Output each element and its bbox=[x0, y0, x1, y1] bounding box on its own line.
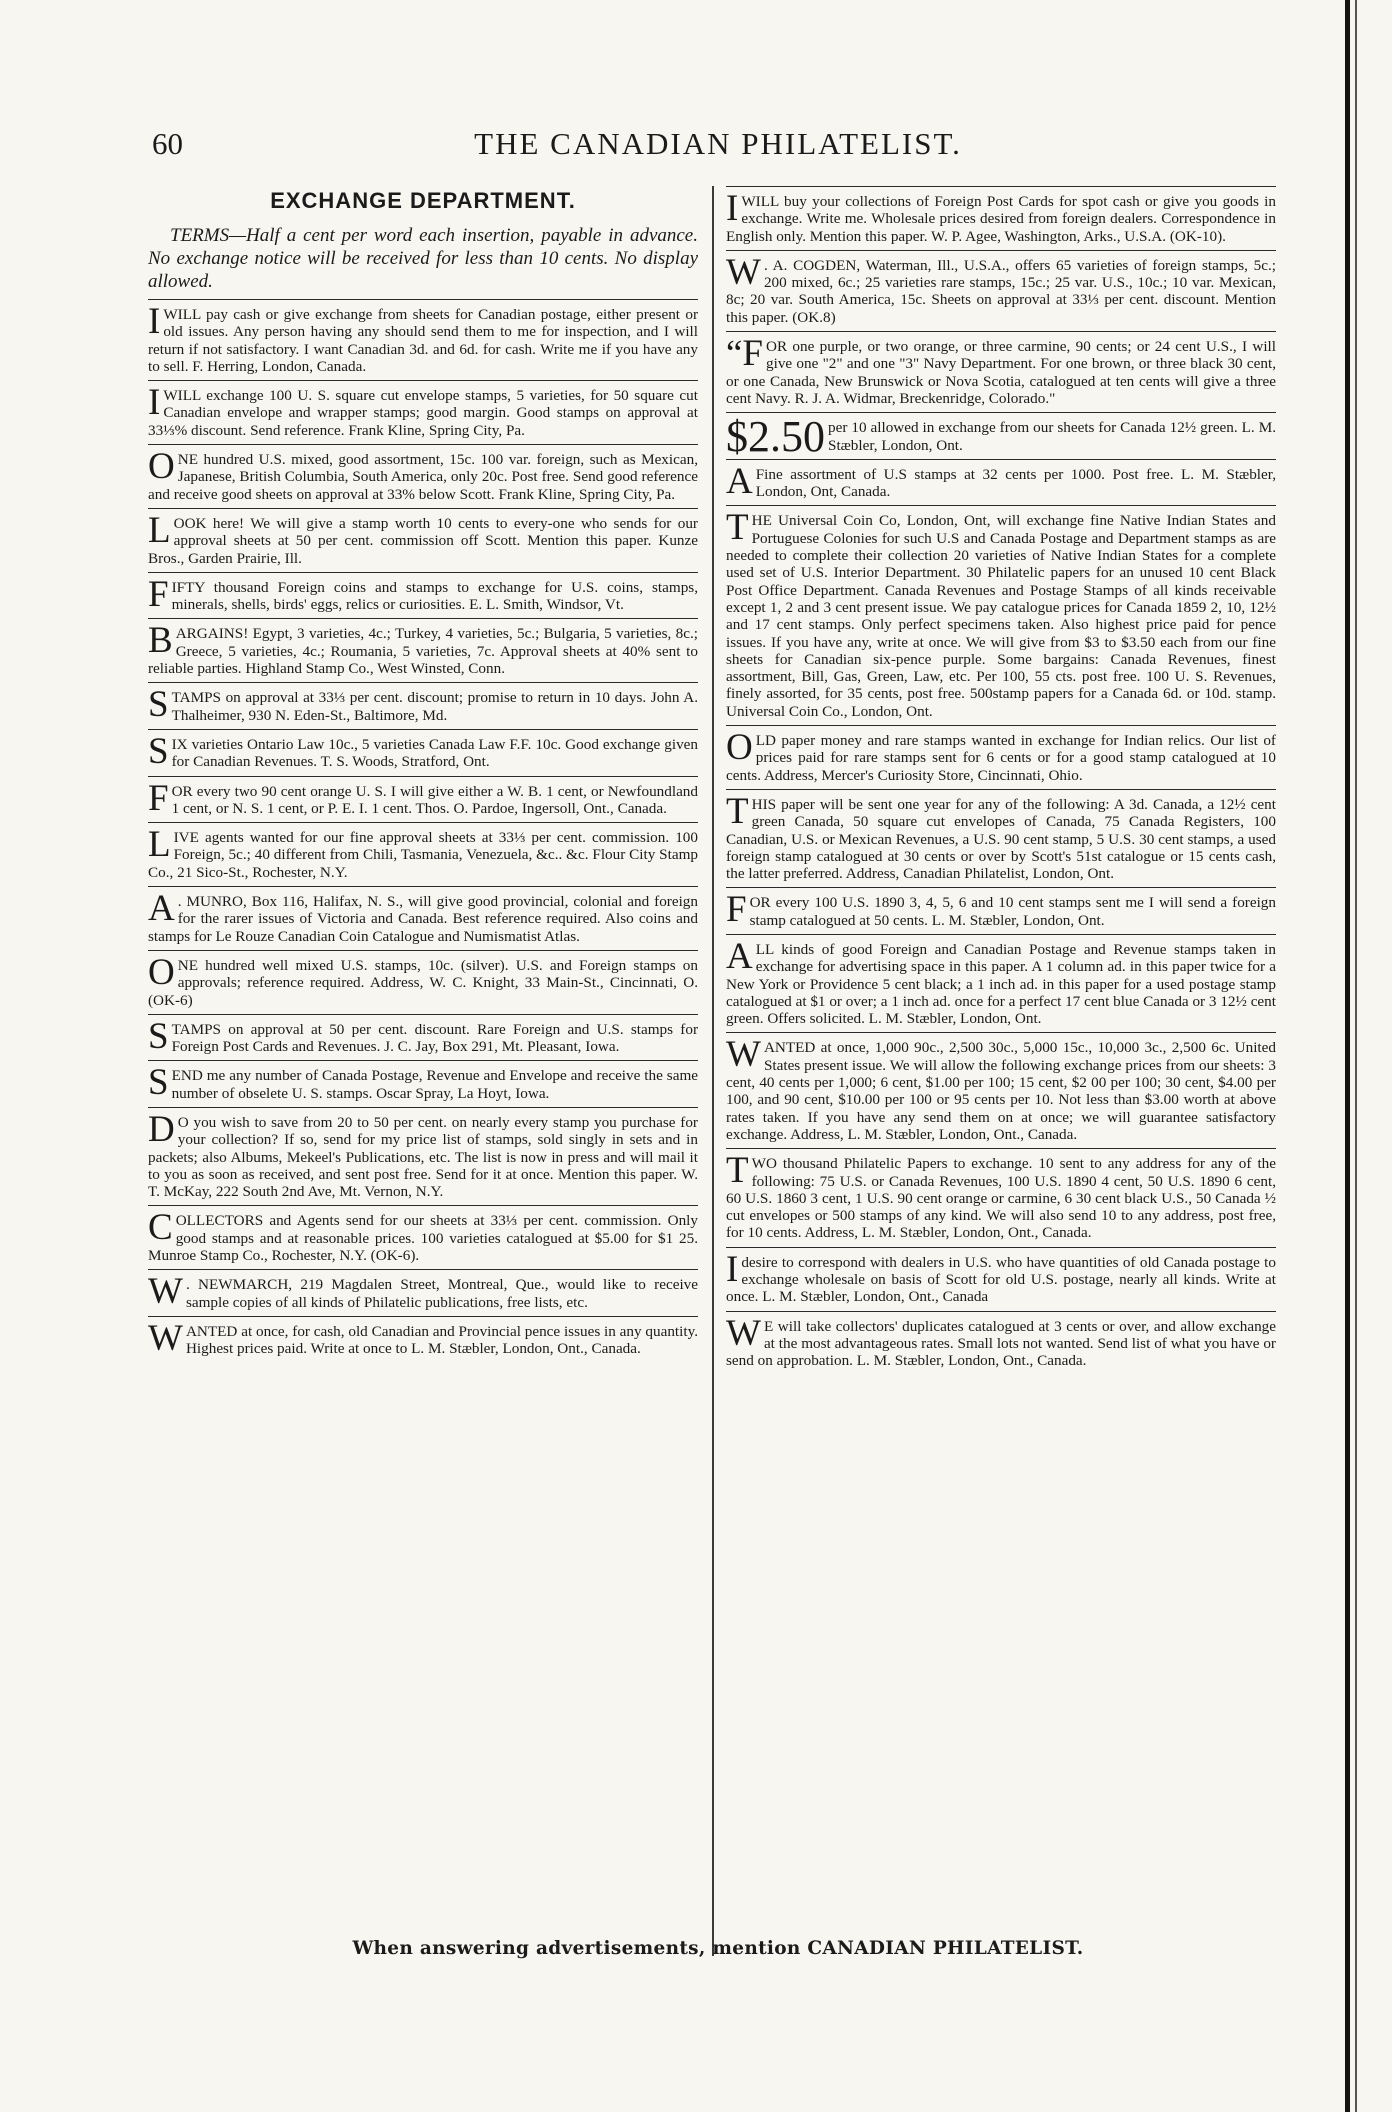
ad-initial-letter: I bbox=[726, 1248, 739, 1290]
terms-notice: TERMS—Half a cent per word each insertion, payable in advance. No exchange notice will be received for less than 10 cents. No display allowed. bbox=[148, 225, 698, 292]
ad-initial-letter: B bbox=[148, 620, 173, 662]
left-column bbox=[148, 186, 698, 1986]
classified-ad bbox=[148, 508, 698, 572]
ad-initial-letter: T bbox=[726, 1150, 749, 1192]
ad-text: Fine assortment of U.S stamps at 32 cents per 1000. Post free. L. M. Stæbler, London, Ont, Canada. bbox=[755, 465, 1276, 501]
classified-ad bbox=[148, 776, 698, 823]
ad-initial-letter: W bbox=[726, 1034, 761, 1076]
ad-text: OR one purple, or two orange, or three carmine, 90 cents; or 24 cent U.S., I will give one "2" and one "3" Navy Department. For one brown, or three black 30 cent, or one Canada, New Brunswick or Nova Scotia, catalogued at ten cents will give a three cent Navy. R. J. A. Widmar, Breckenridge, Colorado." bbox=[726, 338, 1276, 407]
ad-initial-letter: O bbox=[148, 446, 175, 488]
ad-text: WILL exchange 100 U. S. square cut envelope stamps, 5 varieties, for 50 square cut Canadian envelope and wrapper stamps; good margin. Good stamps on approval at 33⅓% discount. Send reference. Frank Kline, Spring City, Pa. bbox=[148, 387, 698, 439]
ad-text: LL kinds of good Foreign and Canadian Postage and Revenue stamps taken in exchange for advertising space in this paper. A 1 column ad. in this paper twice for a New York or Providence 5 cent black; a 1 inch ad. in this paper for a used postage stamp catalogued at $1 or over; a 1 inch ad. once for a perfect 17 cent blue Canada or 3 12½ cent green. Offers solicited. L. M. Stæbler, London, Ont. bbox=[726, 940, 1276, 1028]
page-header bbox=[148, 120, 1288, 170]
page-number: 60 bbox=[152, 126, 183, 161]
ad-initial-letter: W bbox=[726, 1312, 761, 1354]
classified-ad bbox=[726, 934, 1276, 1032]
ad-initial-letter: F bbox=[148, 573, 169, 615]
ad-initial-letter: I bbox=[148, 382, 161, 424]
ad-text: ARGAINS! Egypt, 3 varieties, 4c.; Turkey, 4 varieties, 5c.; Bulgaria, 5 varieties, 8c.; Greece, 5 varieties, 4c.; Roumania, 5 varieties, 7c. Approval sheets at 40% sent to reliable parties. Highland Stamp Co., West Winsted, Conn. bbox=[148, 625, 698, 678]
ad-initial-letter: W bbox=[148, 1271, 183, 1313]
ad-initial-letter: S bbox=[148, 1062, 169, 1104]
department-heading: EXCHANGE DEPARTMENT. bbox=[270, 188, 576, 213]
ad-text: IVE agents wanted for our fine approval sheets at 33⅓ per cent. commission. 100 Foreign, 5c.; 40 different from Chili, Tasmania, Venezuela, &c.. &c. Flour City Stamp Co., 21 Sico-St., Rochester, N.Y. bbox=[148, 829, 698, 881]
ad-initial-letter: O bbox=[726, 727, 753, 769]
classified-ad bbox=[148, 444, 698, 508]
ad-initial-letter: O bbox=[148, 951, 175, 993]
ad-text: ANTED at once, for cash, old Canadian and Provincial pence issues in any quantity. Highest prices paid. Write at once to L. M. Stæbler, London, Ont., Canada. bbox=[185, 1322, 698, 1358]
ad-text: TAMPS on approval at 50 per cent. discount. Rare Foreign and U.S. stamps for Foreign Post Cards and Revenues. J. C. Jay, Box 291, Mt. Pleasant, Iowa. bbox=[171, 1020, 698, 1056]
page bbox=[148, 120, 1288, 1959]
ad-initial-letter: S bbox=[148, 730, 169, 772]
classified-ad bbox=[148, 886, 698, 950]
classified-ad bbox=[726, 459, 1276, 506]
ad-initial-letter: A bbox=[148, 888, 175, 930]
classified-ad bbox=[726, 186, 1276, 250]
classified-ad bbox=[726, 1247, 1276, 1311]
classified-ad bbox=[148, 950, 698, 1014]
ad-text: TAMPS on approval at 33⅓ per cent. discount; promise to return in 10 days. John A. Thalheimer, 930 N. Eden-St., Baltimore, Md. bbox=[171, 689, 698, 724]
ad-initial-letter: W bbox=[726, 251, 761, 293]
ad-text: WILL buy your collections of Foreign Post Cards for spot cash or give you goods in exchange. Write me. Wholesale prices desired from foreign dealers. Correspondence in English only. Mention this paper. W. P. Agee, Washington, Arks., U.S.A. (OK-10). bbox=[726, 193, 1276, 245]
ad-text: HE Universal Coin Co, London, Ont, will exchange fine Native Indian States and Portuguese Colonies for such U.S and Canada Postage and Department stamps as are needed to complete their collection 20 varieties of Native Indian States for a complete used set of U.S. Interior Department. 30 Philatelic papers for an unused 10 cent Black Post Office Department. Canada Revenues and Postage Stamps of all kinds receivable except 1, 2 and 3 cent present issue. We pay catalogue prices for Canada 1859 2, 10, 12½ and 17 cent stamps. Only perfect specimens taken. Also highest price paid for pence issues. If you have any, write at once. We will give from $3 to $3.50 each from our fine sheets for Canadian six-pence purple. Some bargains: Canada Revenues, finest assortment, Bill, Gas, Green, Law, etc. Per 100, 55 cts. post free. 100 U. S. Revenues, finely assorted, for 35 cents, post free. 500stamp papers for a Canada 6d. or 10d. stamp. Universal Coin Co., London, Ont. bbox=[726, 512, 1276, 720]
ad-initial-letter: T bbox=[726, 507, 749, 549]
right-ads-list bbox=[726, 186, 1276, 1375]
classified-ad bbox=[148, 729, 698, 776]
classified-ad bbox=[726, 331, 1276, 412]
ad-initial-letter: I bbox=[726, 188, 739, 229]
ad-text: . A. COGDEN, Waterman, Ill., U.S.A., offers 65 varieties of foreign stamps, 5c.; 200 mixed, 6c.; 25 varieties rare stamps, 15c.; 25 var. U.S., 10c.; 10 var. Mexican, 8c; 20 var. South America, 15c. Sheets on approval at 33⅓ per cent. discount. Mention this paper. (OK.8) bbox=[726, 256, 1276, 326]
classified-ad bbox=[148, 299, 698, 380]
classified-ad bbox=[726, 412, 1276, 462]
page-edge-rule-thin bbox=[1355, 0, 1357, 2112]
ad-text: ANTED at once, 1,000 90c., 2,500 30c., 5,000 15c., 10,000 3c., 2,500 6c. United States present issue. We will allow the following exchange prices from our sheets: 3 cent, 40 cents per 1,000; 6 cent, $1.00 per 100; 15 cent, $2 00 per 100; 30 cent, $4.00 per 100, and 90 cent, $10.00 per 100 or 95 cents per 10. Not less than $3.00 worth at above rates taken. If you have any send them on at once; we will guarantee satisfactory exchange. Address, L. M. Stæbler, London, Ont., Canada. bbox=[726, 1039, 1276, 1143]
ad-text: . MUNRO, Box 116, Halifax, N. S., will give good provincial, colonial and foreign for the rarer issues of Victoria and Canada. Best reference required. Also coins and stamps for Le Rouze Canadian Coin Catalogue and Numismatist Atlas. bbox=[148, 893, 698, 945]
ad-initial-letter: S bbox=[148, 1015, 169, 1057]
column-divider bbox=[712, 186, 714, 1956]
ad-text: OOK here! We will give a stamp worth 10 cents to every-one who sends for our approval sheets at 50 per cent. commission off Scott. Mention this paper. Kunze Bros., Garden Prairie, Ill. bbox=[148, 514, 698, 567]
left-ads-list bbox=[148, 299, 698, 1363]
classified-ad bbox=[726, 505, 1276, 725]
classified-ad bbox=[148, 1107, 698, 1205]
ad-text: OR every 100 U.S. 1890 3, 4, 5, 6 and 10 cent stamps sent me I will send a foreign stamp catalogued at 50 cents. L. M. Stæbler, London, Ont. bbox=[749, 894, 1276, 929]
classified-ad bbox=[726, 250, 1276, 331]
ad-text: WO thousand Philatelic Papers to exchange. 10 sent to any address for any of the following: 75 U.S. or Canada Revenues, 100 U.S. 1890 4 cent, 50 U.S. 1890 6 cent, 60 U.S. 1860 3 cent, 1 U.S. 90 cent orange or carmine, 6 30 cent black U.S., 50 Canada ½ cut envelopes or 500 stamps of any kind. We will also send 10 to any address, post free, for 10 cents. Address, L. M. Stæbler, London, Ont., Canada. bbox=[726, 1155, 1276, 1242]
classified-ad bbox=[148, 1316, 698, 1363]
ad-text: WILL pay cash or give exchange from sheets for Canadian postage, either present or old issues. Any person having any should send them to me for inspection, and I will return if not satisfactory. I want Canadian 3d. and 6d. for cash. Write me if you have any to sell. F. Herring, London, Canada. bbox=[148, 306, 698, 375]
ad-initial-letter: A bbox=[726, 935, 753, 977]
ad-text: IFTY thousand Foreign coins and stamps to exchange for U.S. coins, stamps, minerals, shells, birds' eggs, relics or curiosities. E. L. Smith, Windsor, Vt. bbox=[171, 578, 698, 614]
footer-notice: When answering advertisements, mention CANADIAN PHILATELIST. bbox=[352, 1938, 1084, 1959]
classified-ad bbox=[148, 1060, 698, 1107]
classified-ad bbox=[726, 1311, 1276, 1375]
classified-ad bbox=[148, 682, 698, 729]
columns bbox=[148, 186, 1288, 1986]
ad-initial-letter: F bbox=[148, 777, 169, 819]
ad-initial-letter: $2.50 bbox=[726, 412, 825, 462]
classified-ad bbox=[148, 572, 698, 619]
classified-ad bbox=[148, 1014, 698, 1061]
ad-initial-letter: L bbox=[148, 509, 171, 551]
classified-ad bbox=[148, 618, 698, 682]
journal-title: THE CANADIAN PHILATELIST. bbox=[474, 126, 962, 161]
ad-initial-letter: W bbox=[148, 1317, 183, 1359]
classified-ad bbox=[148, 1205, 698, 1269]
right-column bbox=[726, 186, 1276, 1986]
ad-text: NE hundred U.S. mixed, good assortment, 15c. 100 var. foreign, such as Mexican, Japanese, British Columbia, South America, only 20c. Post free. Send good reference and receive good sheets on approval at 33% below Scott. Frank Kline, Spring City, Pa. bbox=[148, 451, 698, 503]
ad-text: IX varieties Ontario Law 10c., 5 varieties Canada Law F.F. 10c. Good exchange given for Canadian Revenues. T. S. Woods, Stratford, Ont. bbox=[171, 735, 698, 771]
ad-initial-letter: I bbox=[148, 301, 161, 342]
ad-text: OR every two 90 cent orange U. S. I will give either a W. B. 1 cent, or Newfoundland 1 cent, or N. S. 1 cent, or P. E. I. 1 cent. Thos. O. Pardoe, Ingersoll, Ont., Canada. bbox=[171, 782, 698, 817]
ad-initial-letter: “F bbox=[726, 333, 763, 375]
ad-initial-letter: C bbox=[148, 1207, 173, 1249]
ad-text: E will take collectors' duplicates catalogued at 3 cents or over, and allow exchange at the most advantageous rates. Small lots not wanted. Send list of what you have or send on approbation. L. M. Stæbler, London, Ont., Canada. bbox=[726, 1317, 1276, 1370]
ad-text: . NEWMARCH, 219 Magdalen Street, Montreal, Que., would like to receive sample copies of all kinds of Philatelic publications, free lists, etc. bbox=[185, 1276, 698, 1311]
classified-ad bbox=[148, 822, 698, 886]
ad-text: per 10 allowed in exchange from our sheets for Canada 12½ green. L. M. Stæbler, London, Ont. bbox=[828, 419, 1276, 454]
ad-text: OLLECTORS and Agents send for our sheets at 33⅓ per cent. commission. Only good stamps and at reasonable prices. 100 varieties catalogued at $5.00 for $1 25. Munroe Stamp Co., Rochester, N.Y. (OK-6). bbox=[148, 1212, 698, 1265]
classified-ad bbox=[726, 1032, 1276, 1148]
ad-initial-letter: S bbox=[148, 684, 169, 726]
classified-ad bbox=[726, 789, 1276, 887]
ad-initial-letter: F bbox=[726, 889, 747, 931]
ad-text: LD paper money and rare stamps wanted in exchange for Indian relics. Our list of prices paid for rare stamps sent for 6 cents or for a good stamp catalogued at 10 cents. Address, Mercer's Curiosity Store, Cincinnati, Ohio. bbox=[726, 732, 1276, 784]
classified-ad bbox=[726, 887, 1276, 934]
classified-ad bbox=[148, 380, 698, 444]
page-edge-rule bbox=[1345, 0, 1350, 2112]
ad-text: END me any number of Canada Postage, Revenue and Envelope and receive the same number of obselete U. S. stamps. Oscar Spray, La Hoyt, Iowa. bbox=[171, 1067, 698, 1102]
ad-initial-letter: T bbox=[726, 790, 749, 832]
ad-initial-letter: A bbox=[726, 460, 753, 502]
classified-ad bbox=[726, 1148, 1276, 1246]
ad-text: NE hundred well mixed U.S. stamps, 10c. (silver). U.S. and Foreign stamps on approvals; reference required. Address, W. C. Knight, 33 Main-St., Cincinnati, O. (OK-6) bbox=[148, 956, 698, 1009]
ad-text: HIS paper will be sent one year for any of the following: A 3d. Canada, a 12½ cent green Canada, 50 square cut envelopes of Canada, 75 Canada Registers, 100 Canadian, U.S. or Mexican Revenues, a U.S. 90 cent stamp, 5 U.S. 30 cent stamps, a used foreign stamp catalogued at 30 cents or over by Scott's 51st catalogue or 15 cents cash, the latter preferred. Address, Canadian Philatelist, London, Ont. bbox=[726, 795, 1276, 883]
ad-text: O you wish to save from 20 to 50 per cent. on nearly every stamp you purchase for your collection? If so, send for my price list of stamps, sold singly in sets and in packets; also Albums, Mekeel's Publications, etc. The list is now in press and will mail it to you as soon as received, and sent post free. Send for it at once. Mention this paper. W. T. McKay, 222 South 2nd Ave, Mt. Vernon, N.Y. bbox=[148, 1113, 698, 1201]
ad-text: desire to correspond with dealers in U.S. who have quantities of old Canada postage to exchange wholesale on basis of Scott for old U.S. postage, nearly all kinds. Write at once. L. M. Stæbler, London, Ont., Canada bbox=[726, 1253, 1276, 1306]
classified-ad bbox=[726, 725, 1276, 789]
ad-initial-letter: D bbox=[148, 1108, 175, 1150]
ad-initial-letter: L bbox=[148, 824, 171, 866]
classified-ad bbox=[148, 1269, 698, 1316]
